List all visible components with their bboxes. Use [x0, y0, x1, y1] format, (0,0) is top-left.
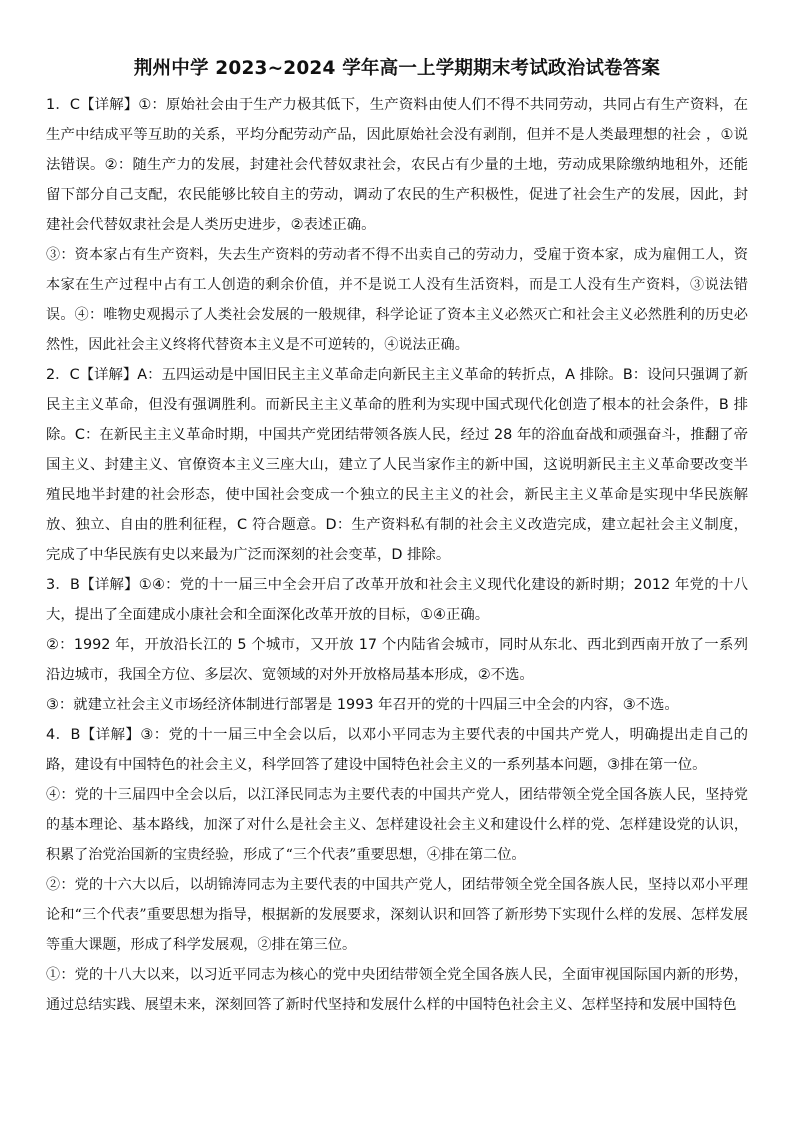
answer-3-part-1: 3．B【详解】①④：党的十一届三中全会开启了改革开放和社会主义现代化建设的新时期；2012 年党的十八大，提出了全面建成小康社会和全面深化改革开放的目标，①④正确。 — [46, 577, 748, 623]
answer-1-part-2: ③：资本家占有生产资料，失去生产资料的劳动者不得不出卖自己的劳动力，受雇于资本家，成为雇佣工人，资本家在生产过程中占有工人创造的剩余价值，并不是说工人没有生活资料，而是工人没有生产资料，③说法错误。④：唯物史观揭示了人类社会发展的一般规律，科学论证了资本主义必然灭亡和社会主义必然胜利的历史必然性，因此社会主义终将代替资本主义是不可逆转的，④说法正确。 — [46, 247, 748, 353]
answer-1-part-1: 1．C【详解】①：原始社会由于生产力极其低下，生产资料由使人们不得不共同劳动，共同占有生产资料，在生产中结成平等互助的关系，平均分配劳动产品，因此原始社会没有剥削，但并不是人类最理想的社会 ，①说法错误。②：随生产力的发展，封建社会代替奴隶社会，农民占有少量的土地，劳动成果除缴纳地租外，还能留下部分自己支配，农民能够比较自主的劳动，调动了农民的生产积极性，促进了社会生产的发展，因此，封建社会代替奴隶社会是人类历史进步，②表述正确。 — [46, 97, 748, 233]
answer-4-part-3: ②：党的十六大以后，以胡锦涛同志为主要代表的中国共产党人，团结带领全党全国各族人民，坚持以邓小平理论和“三个代表”重要思想为指导，根据新的发展要求，深刻认识和回答了新形势下实现什么样的发展、怎样发展等重大课题，形成了科学发展观，②排在第三位。 — [46, 877, 748, 953]
answer-2: 2．C【详解】A：五四运动是中国旧民主主义革命走向新民主主义革命的转折点，A 排除。B：设问只强调了新民主主义革命，但没有强调胜利。而新民主主义革命的胜利为实现中国式现代化创造了根本的社会条件，B 排除。C：在新民主主义革命时期，中国共产党团结带领各族人民，经过 28 年的浴血奋战和顽强奋斗，推翻了帝国主义、封建主义、官僚资本主义三座大山，建立了人民当家作主的新中国，这说明新民主主义革命要改变半殖民地半封建的社会形态，使中国社会变成一个独立的民主主义的社会，新民主主义革命是实现中华民族解放、独立、自由的胜利征程，C 符合题意。D：生产资料私有制的社会主义改造完成，建立起社会主义制度，完成了中华民族有史以来最为广泛而深刻的社会变革，D 排除。 — [46, 367, 748, 563]
answer-4-part-1: 4．B【详解】③：党的十一届三中全会以后，以邓小平同志为主要代表的中国共产党人，明确提出走自己的路，建设有中国特色的社会主义，科学回答了建设中国特色社会主义的一系列基本问题，③排在第一位。 — [46, 727, 748, 773]
answer-4-part-2: ④：党的十三届四中全会以后，以江泽民同志为主要代表的中国共产党人，团结带领全党全国各族人民，坚持党的基本理论、基本路线，加深了对什么是社会主义、怎样建设社会主义和建设什么样的党、怎样建设党的认识，积累了治党治国新的宝贵经验，形成了“三个代表”重要思想，④排在第二位。 — [46, 787, 748, 863]
page-title: 荆州中学 2023~2024 学年高一上学期期末考试政治试卷答案 — [133, 58, 661, 79]
answer-3-part-2: ②：1992 年，开放沿长江的 5 个城市，又开放 17 个内陆省会城市，同时从东北、西北到西南开放了一系列沿边城市，我国全方位、多层次、宽领域的对外开放格局基本形成，②不选。 — [46, 637, 748, 683]
answer-4-part-4: ①：党的十八大以来，以习近平同志为核心的党中央团结带领全党全国各族人民，全面审视国际国内新的形势，通过总结实践、展望未来，深刻回答了新时代坚持和发展什么样的中国特色社会主义、怎样坚持和发展中国特色 — [46, 967, 748, 1013]
answer-3-part-3: ③：就建立社会主义市场经济体制进行部署是 1993 年召开的党的十四届三中全会的内容，③不选。 — [46, 697, 679, 713]
